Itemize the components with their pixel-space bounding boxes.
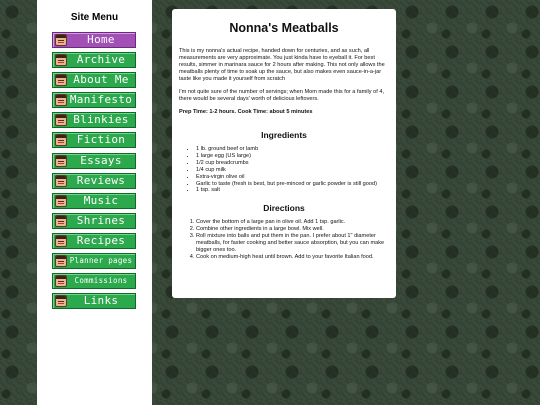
avatar-icon <box>55 114 67 126</box>
direction-step: 4. Cook on medium-high heat until brown. Add to your favorite Italian food. <box>196 254 389 261</box>
menu-button-blinkies[interactable] <box>52 112 136 128</box>
menu-label: Archive <box>76 53 126 67</box>
direction-step: 1. Cover the bottom of a large pan in olive oil. Add 1 tsp. garlic. <box>196 219 389 226</box>
menu-button-recipes[interactable] <box>52 233 136 249</box>
avatar-icon <box>55 275 67 287</box>
menu-button-reviews[interactable] <box>52 173 136 189</box>
avatar-icon <box>55 94 67 106</box>
menu-label: Recipes <box>76 233 126 247</box>
directions-heading: Directions <box>263 203 305 214</box>
menu-label: Planner pages <box>69 256 133 266</box>
menu-button-manifesto[interactable] <box>52 92 136 108</box>
avatar-icon <box>55 255 67 267</box>
ingredient-item: • 1 lb. ground beef or lamb <box>196 146 389 153</box>
recipe-title: Nonna's Meatballs <box>229 21 339 35</box>
menu-label: Shrines <box>76 213 126 227</box>
menu-button-shrines[interactable] <box>52 213 136 229</box>
ingredients-list <box>179 146 389 194</box>
ingredient-item: • 1 tsp. salt <box>196 187 389 194</box>
menu-button-home[interactable] <box>52 32 136 48</box>
sidebar <box>37 0 152 405</box>
prep-time: Prep Time: 1-2 hours. Cook Time: about 5 minutes <box>179 109 313 115</box>
avatar-icon <box>55 155 67 167</box>
avatar-icon <box>55 235 67 247</box>
menu-label: Essays <box>80 153 122 167</box>
ingredient-item: • Garlic to taste (fresh is best, but pre-minced or garlic powder is still good) <box>196 181 389 188</box>
menu-button-music[interactable] <box>52 193 136 209</box>
avatar-icon <box>55 175 67 187</box>
ingredients-heading: Ingredients <box>261 130 307 140</box>
menu-button-links[interactable] <box>52 293 136 309</box>
menu-button-commissions[interactable] <box>52 273 136 289</box>
directions-list <box>179 219 389 260</box>
ingredient-item: • 1 large egg (US large) <box>196 153 389 160</box>
recipe-card <box>172 9 396 298</box>
ingredient-item: • Extra-virgin olive oil <box>196 174 389 181</box>
avatar-icon <box>55 34 67 46</box>
recipe-intro: This is my nonna's actual recipe, handed down for centuries, and as such, all measurements are very approximate. You just kinda have to eyeball it. For best results, simmer in marinara sauce for 2 hours after making. This not only allows the meatballs plenty of time to soak up the sauce, but also makes even sauce-in-a-jar taste like you made it yourself from scratch <box>179 48 385 82</box>
avatar-icon <box>55 74 67 86</box>
menu-label: Reviews <box>76 173 126 187</box>
menu-label: About Me <box>73 73 129 87</box>
menu-label: Home <box>87 33 115 46</box>
ingredient-item: • 1/4 cup milk <box>196 167 389 174</box>
avatar-icon <box>55 54 67 66</box>
menu-label: Commissions <box>74 276 128 286</box>
avatar-icon <box>55 295 67 307</box>
avatar-icon <box>55 195 67 207</box>
menu-label: Music <box>83 193 119 207</box>
ingredient-item: • 1/2 cup breadcrumbs <box>196 160 389 167</box>
menu-button-planner-pages[interactable] <box>52 253 136 269</box>
avatar-icon <box>55 134 67 146</box>
sidebar-title: Site Menu <box>70 12 119 23</box>
avatar-icon <box>55 215 67 227</box>
menu-button-fiction[interactable] <box>52 132 136 148</box>
menu-label: Fiction <box>76 133 126 147</box>
direction-step: 2. Combine other ingredients in a large bowl. Mix well. <box>196 226 389 233</box>
menu-label: Manifesto <box>69 93 133 107</box>
direction-step: 3. Roll mixture into balls and put them in the pan. I prefer about 1" diameter meatballs, for faster cooking and better sauce absorption, but you can make bigger ones too. <box>196 233 389 254</box>
site-menu <box>52 32 136 313</box>
menu-label: Blinkies <box>73 113 129 127</box>
menu-button-archive[interactable] <box>52 52 136 68</box>
recipe-servings-note: I'm not quite sure of the number of servings; when Mom made this for a family of 4, there would be several days' worth of delicious leftovers. <box>179 89 385 102</box>
menu-button-about-me[interactable] <box>52 72 136 88</box>
menu-label: Links <box>83 294 119 308</box>
menu-button-essays[interactable] <box>52 153 136 169</box>
